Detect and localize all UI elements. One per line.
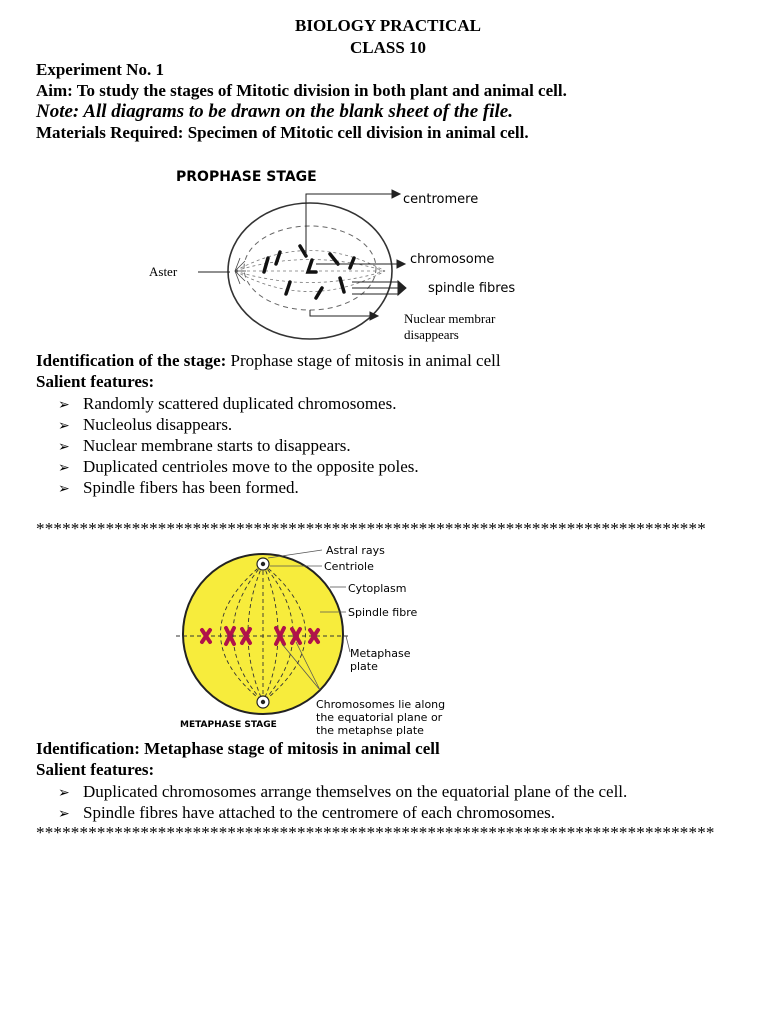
list-item: ➢ Spindle fibres have attached to the centromere of each chromosomes. (58, 802, 627, 823)
experiment-note: Note: All diagrams to be drawn on the blank sheet of the file. (36, 101, 513, 122)
label-chromosomes-1: Chromosomes lie along (316, 698, 446, 711)
class-label: CLASS 10 (349, 38, 427, 57)
experiment-number: Experiment No. 1 (36, 60, 164, 79)
prophase-diagram-title: PROPHASE STAGE (176, 169, 317, 185)
arrowhead-bullet-icon: ➢ (58, 439, 70, 455)
list-item: ➢ Nuclear membrane starts to disappears. (58, 435, 419, 456)
label-metaphase-plate-1: Metaphase (350, 647, 411, 660)
metaphase-diagram (170, 540, 460, 740)
arrowhead-bullet-icon: ➢ (58, 460, 70, 476)
separator-line: ***************************************************************************** (36, 519, 706, 538)
separator-line: ****************************************************************************** (36, 823, 715, 842)
label-centriole: Centriole (324, 560, 374, 573)
label-chromosomes-3: the metaphse plate (316, 724, 424, 737)
materials-required: Materials Required: Specimen of Mitotic cell division in animal cell. (36, 123, 529, 142)
metaphase-identification: Identification: Metaphase stage of mitosis in animal cell (36, 739, 440, 758)
prophase-ident-value: Prophase stage of mitosis in animal cell (226, 351, 501, 370)
label-spindle-fibre: Spindle fibre (348, 606, 418, 619)
label-nuclear-membrane-2: disappears (404, 327, 459, 342)
metaphase-salient-label: Salient features: (36, 760, 155, 779)
label-astral-rays: Astral rays (326, 544, 385, 557)
metaphase-feature-list (58, 781, 627, 823)
arrowhead-bullet-icon: ➢ (58, 785, 70, 801)
label-cytoplasm: Cytoplasm (348, 582, 407, 595)
label-aster: Aster (149, 264, 178, 279)
arrowhead-bullet-icon: ➢ (58, 806, 70, 822)
prophase-ident-label: Identification of the stage: (36, 351, 227, 370)
label-chromosomes-2: the equatorial plane or (316, 711, 443, 724)
label-spindle-fibres: spindle fibres (428, 281, 516, 296)
list-item: ➢ Duplicated chromosomes arrange themselves on the equatorial plane of the cell. (58, 781, 627, 802)
arrowhead-bullet-icon: ➢ (58, 397, 70, 413)
label-centromere: centromere (403, 192, 479, 207)
label-nuclear-membrane-1: Nuclear membrar (404, 311, 496, 326)
prophase-identification (36, 351, 501, 371)
prophase-diagram (140, 160, 540, 350)
metaphase-diagram-title: METAPHASE STAGE (180, 720, 277, 730)
prophase-feature-list (58, 393, 419, 498)
label-chromosome: chromosome (410, 252, 495, 267)
document-title: BIOLOGY PRACTICAL (295, 16, 481, 35)
prophase-leader-lines (198, 190, 406, 320)
prophase-salient-label: Salient features: (36, 372, 155, 391)
experiment-aim: Aim: To study the stages of Mitotic division in both plant and animal cell. (36, 81, 567, 100)
arrowhead-bullet-icon: ➢ (58, 481, 70, 497)
list-item: ➢ Nucleolus disappears. (58, 414, 419, 435)
arrowhead-bullet-icon: ➢ (58, 418, 70, 434)
list-item: ➢ Duplicated centrioles move to the opposite poles. (58, 456, 419, 477)
list-item: ➢ Randomly scattered duplicated chromosomes. (58, 393, 419, 414)
list-item: ➢ Spindle fibers has been formed. (58, 477, 419, 498)
label-metaphase-plate-2: plate (350, 660, 378, 673)
aster-rays (235, 258, 246, 284)
